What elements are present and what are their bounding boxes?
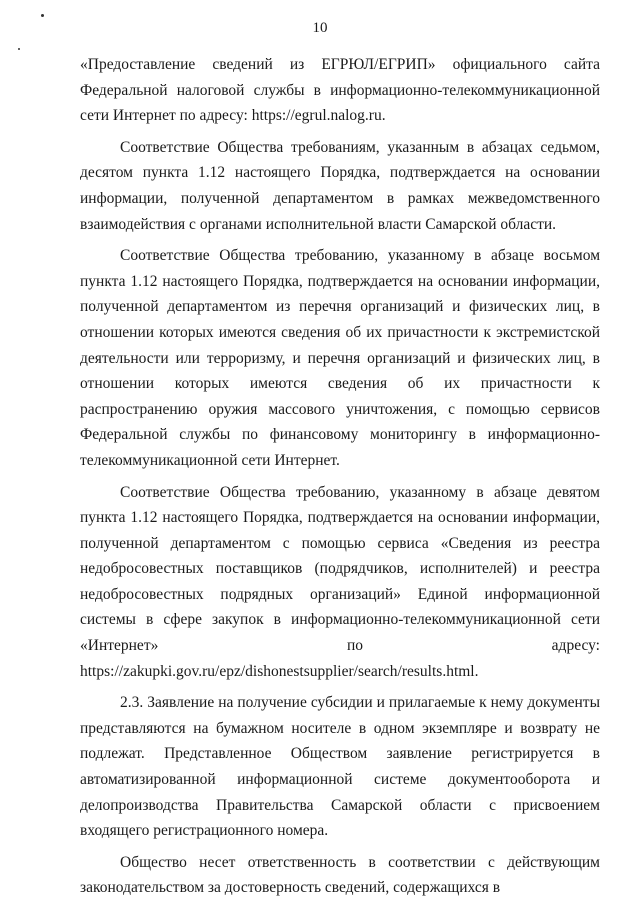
- paragraph-2: Соответствие Общества требованиям, указанным в абзацах седьмом, десятом пункта 1.12 настоящего Порядка, подтверждается на основании информации, полученной департаментом в рамках межведомственного взаимодействия с органами исполнительной власти Самарской области.: [80, 138, 600, 233]
- paragraph-4: Соответствие Общества требованию, указанному в абзаце девятом пункта 1.12 настоящего Порядка, подтверждается на основании информации, полученной департаментом с помощью сервиса «Сведения из реестра недобросовестных поставщиков (подрядчиков, исполнителей) и реестра недобросовестных подрядных организаций» Единой информационной системы в сфере закупок в информационно-телекоммуникационной сети «Интернет» по адресу: https://zakupki.gov.ru/epz/dishonestsupplier/search/results.html.: [80, 483, 600, 680]
- scan-speck: [18, 48, 20, 50]
- paragraph-1: «Предоставление сведений из ЕГРЮЛ/ЕГРИП» официального сайта Федеральной налоговой службы в информационно-телекоммуникационной сети Интернет по адресу: https://egrul.nalog.ru.: [80, 56, 600, 125]
- page-number: 10: [312, 20, 328, 36]
- document-body: [80, 52, 600, 901]
- paragraph-5: 2.3. Заявление на получение субсидии и прилагаемые к нему документы представляются на бумажном носителе в одном экземпляре и возврату не подлежат. Представленное Обществом заявление регистрируется в автоматизированной информационной системе документооборота и делопроизводства Правительства Самарской области с присвоением входящего регистрационного номера.: [80, 694, 600, 840]
- paragraph-6: Общество несет ответственность в соответствии с действующим законодательством за достоверность сведений, содержащихся в: [80, 853, 600, 897]
- scan-speck: [41, 14, 44, 17]
- paragraph-3: Соответствие Общества требованию, указанному в абзаце восьмом пункта 1.12 настоящего Порядка, подтверждается на основании информации, полученной департаментом из перечня организаций и физических лиц, в отношении которых имеются сведения об их причастности к экстремистской деятельности или терроризму, и перечня организаций и физических лиц, в отношении которых имеются сведения об их причастности к распространению оружия массового уничтожения, с помощью сервисов Федеральной службы по финансовому мониторингу в информационно-телекоммуникационной сети Интернет.: [80, 247, 600, 469]
